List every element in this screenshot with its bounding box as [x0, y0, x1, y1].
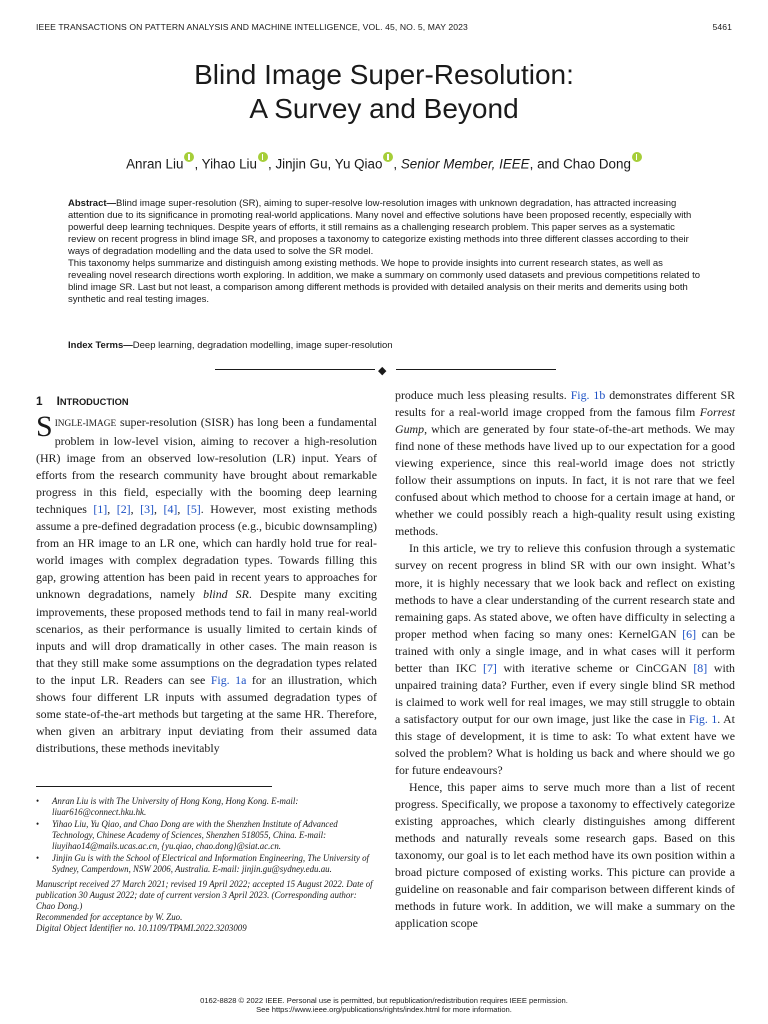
citation-link[interactable]: [2]: [116, 502, 131, 517]
drop-cap: S: [36, 410, 53, 443]
orcid-icon[interactable]: [258, 152, 268, 162]
index-terms-label: Index Terms—: [68, 340, 133, 351]
citation-link[interactable]: [7]: [482, 660, 497, 675]
figure-link[interactable]: Fig. 1a: [210, 672, 247, 687]
abstract-text-2: This taxonomy helps summarize and distinguish among existing methods. We hope to provide insights into current research states, as well as revealing novel research directions worth exploring. In addition, we make a summary on commonly used datasets and previous competitions related to blind image SR. Last but not least, a comparison among different methods is provided with detailed analysis on their merits and demerits using both synthetic and real testing images.: [68, 258, 701, 306]
citation-link[interactable]: [1]: [93, 502, 108, 517]
author-separator: ,: [267, 156, 276, 172]
section-heading: [36, 393, 377, 410]
author-name: Anran Liu: [126, 156, 184, 172]
citation-link[interactable]: [4]: [163, 502, 178, 517]
right-column: [395, 387, 735, 933]
footnote-rule: [36, 786, 272, 787]
body-paragraph: produce much less pleasing results. Fig. 1b demonstrates different SR results for a real-world image cropped from the famous film Forrest Gump, which are generated by four state-of-the-art methods. We may find none of these methods have lived up to our expectation for a good viewing experience, since this real-world image does not strictly follow their assumptions on inputs. In fact, it is not rare that we feel confused about which method to choose for a certain image at hand, or whether we could possibly reach a high-quality result using existing methods.: [395, 388, 736, 539]
author-name: Chao Dong: [563, 156, 631, 172]
citation-link[interactable]: [3]: [140, 502, 154, 517]
manuscript-info: Manuscript received 27 March 2021; revised 19 April 2022; accepted 15 August 2022. Date of publication 30 August 2022; date of current version 3 April 2023. (Corresponding author: Chao Dong.) Recommended for acceptance by W. Zuo. Digital Object Identifier no. 10.1109/TPAMI.2022.3203009: [36, 879, 373, 933]
author-name: Yihao Liu: [201, 156, 257, 172]
body-paragraph: Hence, this paper aims to serve much more than a list of recent progress. Specifically, we propose a taxonomy to effectively categorize existing approaches, which clearly distinguishes among different methods and naturally reveals some research gaps. Based on this taxonomy, our goal is to let each method have its own position within a broad picture composed of existing works. This picture can provide a guideline on reasonable and fair comparison between different kinds of methods in future work. In addition, we will make a summary on the application scope: [395, 780, 735, 931]
author-separator: ,: [194, 156, 202, 172]
citation-link[interactable]: [5]: [186, 502, 201, 517]
section-number: 1: [36, 394, 43, 408]
section-divider: [0, 364, 768, 376]
paper-title: [0, 58, 768, 126]
author-name: Yu Qiao: [334, 156, 383, 172]
index-terms-text: Deep learning, degradation modelling, image super-resolution: [132, 340, 393, 351]
orcid-icon[interactable]: [632, 152, 642, 162]
citation-link[interactable]: [6]: [682, 626, 697, 641]
diamond-icon: ◆: [378, 364, 387, 377]
intro-paragraph: SINGLE-IMAGE super-resolution (SISR) has long been a fundamental problem in low-level vision, aiming to recover a high-resolution (HR) image from an observed low-resolution (LR) input. Years of efforts from the research community have brought about remarkable progress in this field, especially with the booming deep learning techniques [1], [2], [3], [4], [5]. However, most existing methods assume a pre-defined degradation process (e.g., bicubic downsampling) from an HR image to an LR one, which can hardly hold true for real-world images with complex degradation types. Towards filling this gap, growing attention has been paid in recent years to approaches for unknown degradations, namely blind SR. Despite many exciting improvements, these proposed methods tend to fail in many real-world scenarios, as their performance is usually limited to certain kinds of inputs and will drop dramatically in other cases. The main reason is that they still make some assumptions on the degradation types related to the input LR. Readers can see Fig. 1a for an illustration, which shows four different LR inputs with assumed degradation types of some state-of-the-art methods but targeting at the same HR. Therefore, when given an arbitrary input deviating from their assumed data distributions, these methods inevitably: [36, 410, 378, 755]
title-line-1: Blind Image Super-Resolution:: [194, 59, 574, 90]
figure-link[interactable]: Fig. 1: [688, 711, 718, 726]
section-title-initial: I: [56, 394, 60, 408]
author-separator: ,: [393, 156, 401, 172]
abstract-text: Blind image super-resolution (SR), aiming to super-resolve low-resolution images with unknown degradation, has attracted increasing attention due to its significance in promoting real-world applications. Many novel and effective solutions have been proposed recently, especially with powerful deep learning techniques. Despite years of efforts, it still remains as a challenging research problem. This paper serves as a systematic review on recent progress in blind image SR, and proposes a taxonomy to categorize existing methods into three different classes according to their ways of degradation modelling and the data used to solve the SR model.: [68, 198, 692, 258]
footnote-affiliation: • Anran Liu is with The University of Hong Kong, Hong Kong. E-mail: liuar616@connect.hku.hk.: [36, 796, 378, 818]
index-terms: [68, 340, 702, 352]
abstract-label: Abstract—: [68, 198, 117, 209]
footnotes: [36, 796, 378, 934]
footnote-affiliation: • Jinjin Gu is with the School of Electrical and Information Engineering, The University of Sydney, Camperdown, NSW 2006, Australia. E-mail: jinjin.gu@sydney.edu.au.: [36, 853, 378, 875]
section-title-rest: NTRODUCTION: [59, 397, 129, 407]
author-name: Jinjin Gu: [275, 156, 328, 172]
orcid-icon[interactable]: [184, 152, 194, 162]
body-paragraph: In this article, we try to relieve this confusion through a systematic survey on recent progress in blind SR with our own insight. What’s more, it is highly necessary that we look back and reflect on existing methods to have a clear understanding of the current research state and remaining gaps. As stated above, we often have difficulty in selecting a proper method when facing so many ones: KernelGAN [6] can be trained with only a single image, and in what cases will it perform better than IKC [7] with iterative scheme or CinCGAN [8] with unpaired training data? Further, even if every single blind SR method is claimed to work well for real images, we may still struggle to obtain a satisfactory output for our own image, just like the case in Fig. 1. At this stage of development, it is time to ask: To what extent have we solved the problem? What is holding us back and where should we go for future endeavours?: [395, 541, 735, 778]
author-list: [0, 153, 768, 171]
abstract: [68, 198, 702, 306]
journal-name: IEEE TRANSACTIONS ON PATTERN ANALYSIS AND MACHINE INTELLIGENCE, VOL. 45, NO. 5, MAY 2023: [36, 22, 468, 32]
figure-link[interactable]: Fig. 1b: [570, 388, 606, 402]
running-header: [36, 22, 732, 36]
author-separator: ,: [327, 156, 335, 172]
page-number: 5461: [712, 22, 732, 32]
citation-link[interactable]: [8]: [693, 660, 708, 675]
copyright-notice: 0162-8828 © 2022 IEEE. Personal use is permitted, but republication/redistribution requires IEEE permission. See https://www.ieee.org/publications/rights/index.html for more information.: [200, 996, 568, 1014]
author-separator: , and: [529, 156, 564, 172]
left-column: [36, 393, 377, 757]
footnote-affiliation: • Yihao Liu, Yu Qiao, and Chao Dong are with the Shenzhen Institute of Advanced Technology, Chinese Academy of Sciences, Shenzhen 518055, China. E-mail: liuyihao14@mails.ucas.ac.cn, {yu.qiao, chao.dong}@siat.ac.cn.: [36, 819, 378, 852]
member-title: Senior Member, IEEE: [400, 156, 530, 172]
orcid-icon[interactable]: [383, 152, 393, 162]
title-line-2: A Survey and Beyond: [249, 93, 519, 124]
